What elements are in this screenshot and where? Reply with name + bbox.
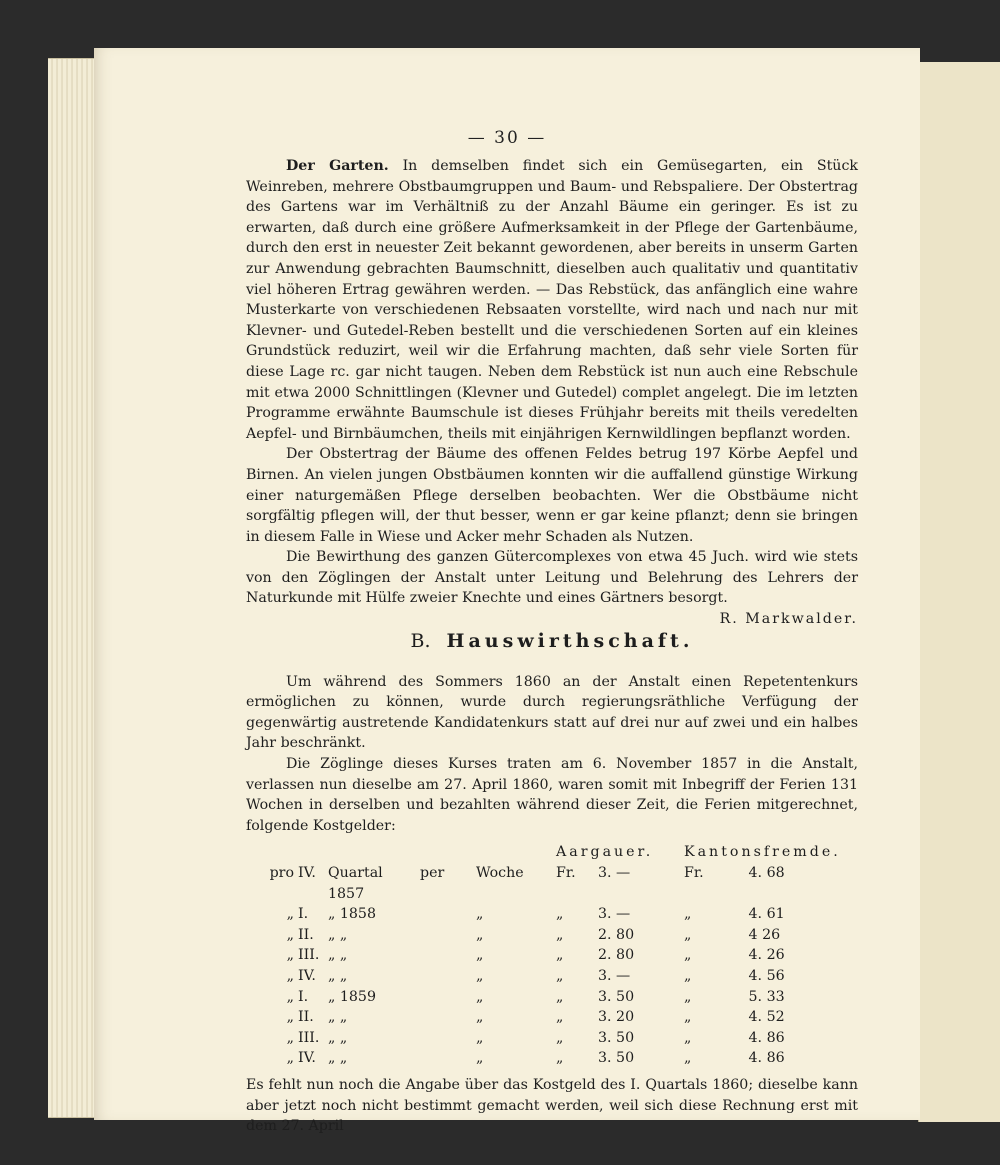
table-cell: 3. — xyxy=(598,865,631,881)
table-cell xyxy=(420,1028,476,1049)
table-cell: III. xyxy=(298,1029,320,1046)
table-cell: 4. 86 xyxy=(748,1050,785,1067)
table-cell: „ xyxy=(684,926,692,943)
table-cell: II. xyxy=(298,926,314,943)
table-cell: „ xyxy=(684,988,692,1005)
table-cell: „ xyxy=(684,1050,692,1067)
table-cell xyxy=(420,1007,476,1028)
table-cell: „ xyxy=(556,967,564,984)
fee-table xyxy=(246,842,841,1069)
table-cell: „ xyxy=(556,1009,564,1026)
table-cell: „ xyxy=(476,1050,484,1067)
table-cell: „ 1858 xyxy=(328,906,376,923)
table-cell: 3. 50 xyxy=(598,988,635,1005)
table-cell: Fr. xyxy=(556,865,576,881)
table-cell: I. xyxy=(298,906,309,923)
next-page-edge xyxy=(918,62,1000,1122)
table-cell: 3. 50 xyxy=(598,1029,635,1046)
fee-table-header xyxy=(246,842,841,863)
table-cell: „ xyxy=(684,906,692,923)
table-cell: 4. 86 xyxy=(748,1029,785,1046)
table-cell: „ xyxy=(476,926,484,943)
table-cell: „ „ xyxy=(328,1009,348,1026)
table-cell: „ xyxy=(684,967,692,984)
table-cell: I. xyxy=(298,988,309,1005)
house-paragraph-1: Um während des Sommers 1860 an der Anstalt einen Repetentenkurs ermöglichen zu können, wurde durch regierungsräthliche Verfügung der gegenwärtig austretende Kandidatenkurs statt auf drei nur auf zwei und ein halbes Jahr beschränkt. xyxy=(246,673,858,752)
header-kantonsfremde: Kantonsfremde. xyxy=(684,844,841,861)
section-title: Hauswirthschaft. xyxy=(446,630,694,653)
table-cell: „ xyxy=(286,906,294,923)
table-cell: IV. xyxy=(298,1050,316,1067)
table-cell: Quartal 1857 xyxy=(328,865,383,902)
table-cell xyxy=(420,1048,476,1069)
closing-paragraph: Es fehlt nun noch die Angabe über das Kostgeld des I. Quartals 1860; dieselbe kann aber jetzt noch nicht bestimmt gemacht werden, weil sich diese Rechnung erst mit dem 27. April xyxy=(246,1076,858,1135)
table-cell: „ xyxy=(286,947,294,964)
table-cell: „ xyxy=(684,947,692,964)
table-cell: „ xyxy=(556,947,564,964)
garden-paragraph-1 xyxy=(246,156,858,444)
table-cell: „ „ xyxy=(328,947,348,964)
table-cell: 2. 80 xyxy=(598,947,635,964)
table-cell: „ xyxy=(556,1050,564,1067)
table-cell: „ xyxy=(556,926,564,943)
table-cell: „ xyxy=(286,967,294,984)
table-cell: IV. xyxy=(298,865,316,881)
table-cell: per xyxy=(420,865,445,881)
table-cell: „ xyxy=(684,1009,692,1026)
table-cell xyxy=(420,904,476,925)
table-cell: „ xyxy=(286,1050,294,1067)
table-row xyxy=(246,1048,841,1069)
garden-paragraph-2: Der Obstertrag der Bäume des offenen Feldes betrug 197 Körbe Aepfel und Birnen. An vielen jungen Obstbäumen konnten wir die auffallend günstige Wirkung einer naturgemäßen Pflege derselben beobachten. Wer die Obstbäume nicht sorgfältig pflegen will, der thut besser, wenn er gar keine pflanzt; denn sie bringen in diesem Falle in Wiese und Acker mehr Schaden als Nutzen. xyxy=(246,446,858,545)
page-body xyxy=(246,156,858,1137)
garden-paragraph-3 xyxy=(246,547,858,628)
table-cell: 2. 80 xyxy=(598,926,635,943)
table-row xyxy=(246,987,841,1008)
table-cell: „ „ xyxy=(328,967,348,984)
garden-text-3: Die Bewirthung des ganzen Gütercomplexes von etwa 45 Juch. wird wie stets von den Zöglingen der Anstalt unter Leitung und Belehrung des Lehrers der Naturkunde mit Hülfe zweier Knechte und eines Gärtners besorgt. xyxy=(246,549,858,607)
table-cell: 4. 52 xyxy=(748,1009,785,1026)
table-row xyxy=(246,1028,841,1049)
section-letter: B. xyxy=(410,630,431,653)
table-cell: „ „ xyxy=(328,1050,348,1067)
table-cell: „ xyxy=(286,1029,294,1046)
table-cell: 4 26 xyxy=(748,926,781,943)
fee-rows xyxy=(246,863,841,1069)
table-cell: 5. 33 xyxy=(748,988,785,1005)
table-cell: 3. 50 xyxy=(598,1050,635,1067)
table-cell: II. xyxy=(298,1009,314,1026)
table-cell: 4. 68 xyxy=(748,865,785,881)
book-page xyxy=(94,48,920,1135)
table-cell: IV. xyxy=(298,967,316,984)
table-cell: „ xyxy=(286,1009,294,1026)
house-paragraph-2: Die Zöglinge dieses Kurses traten am 6. November 1857 in die Anstalt, verlassen nun dieselbe am 27. April 1860, waren somit mit Inbegriff der Ferien 131 Wochen in derselben und bezahlten während dieser Zeit, die Ferien mitgerechnet, folgende Kostgelder: xyxy=(246,756,858,834)
table-cell: „ xyxy=(476,947,484,964)
table-cell: „ xyxy=(556,988,564,1005)
table-row xyxy=(246,966,841,987)
table-cell: 3. — xyxy=(598,967,631,984)
garden-lead: Der Garten. xyxy=(286,158,389,174)
table-row xyxy=(246,945,841,966)
table-cell: „ xyxy=(556,906,564,923)
table-cell: „ xyxy=(476,967,484,984)
table-cell: III. xyxy=(298,947,320,964)
table-row xyxy=(246,904,841,925)
table-cell xyxy=(420,945,476,966)
table-cell: 4. 56 xyxy=(748,967,785,984)
table-cell: „ xyxy=(476,1029,484,1046)
table-cell: „ „ xyxy=(328,926,348,943)
table-cell xyxy=(420,987,476,1008)
garden-text-1: In demselben findet sich ein Gemüsegarten, ein Stück Weinreben, mehrere Obstbaumgruppen und Baum- und Rebspaliere. Der Obstertrag des Gartens war im Verhältniß zu der Anzahl Bäume ein geringer. Es ist zu erwarten, daß durch eine größere Aufmerksamkeit in der Pflege der Gartenbäume, durch den erst in neuester Zeit bekannt gewordenen, aber bereits in unserm Garten zur Anwendung gebrachten Baumschnitt, dieselben auch qualitativ und quantitativ viel höheren Ertrag gewähren werden. — Das Rebstück, das anfänglich eine wahre Musterkarte von verschiedenen Rebsaaten vorstellte, wird nach und nach nur mit Klevner- und Gutedel-Reben bestellt und die verschiedenen Sorten auf ein kleines Grundstück reduzirt, weil wir die Erfahrung machten, daß sehr viele Sorten für diese Lage rc. gar nicht taugen. Neben dem Rebstück ist nun auch eine Rebschule mit etwa 2000 Schnittlingen (Klevner und Gutedel) complet angelegt. Die im letzten Programme erwähnte Baumschule ist dieses Frühjahr bereits mit theils veredelten Aepfel- und Birnbäumchen, theils mit einjährigen Kernwildlingen bepflanzt worden. xyxy=(246,158,858,442)
section-heading xyxy=(246,631,858,652)
table-cell xyxy=(420,925,476,946)
signature: R. Markwalder. xyxy=(719,611,858,628)
table-row xyxy=(246,925,841,946)
header-aargauer: Aargauer. xyxy=(556,844,654,861)
table-cell: 3. 20 xyxy=(598,1009,635,1026)
table-cell: „ xyxy=(476,988,484,1005)
table-row xyxy=(246,1007,841,1028)
page-number: — 30 — xyxy=(467,128,547,148)
table-cell xyxy=(420,966,476,987)
table-cell: „ xyxy=(684,1029,692,1046)
table-cell: pro xyxy=(269,865,294,881)
table-row xyxy=(246,863,841,904)
table-cell: „ xyxy=(286,988,294,1005)
table-cell: „ xyxy=(476,906,484,923)
table-cell: 3. — xyxy=(598,906,631,923)
table-cell: „ xyxy=(556,1029,564,1046)
table-cell: „ xyxy=(286,926,294,943)
table-cell: Woche xyxy=(476,865,524,881)
table-cell: 4. 26 xyxy=(748,947,785,964)
table-cell: „ 1859 xyxy=(328,988,376,1005)
table-cell: „ „ xyxy=(328,1029,348,1046)
table-cell: 4. 61 xyxy=(748,906,785,923)
table-cell: „ xyxy=(476,1009,484,1026)
table-cell: Fr. xyxy=(684,865,704,881)
